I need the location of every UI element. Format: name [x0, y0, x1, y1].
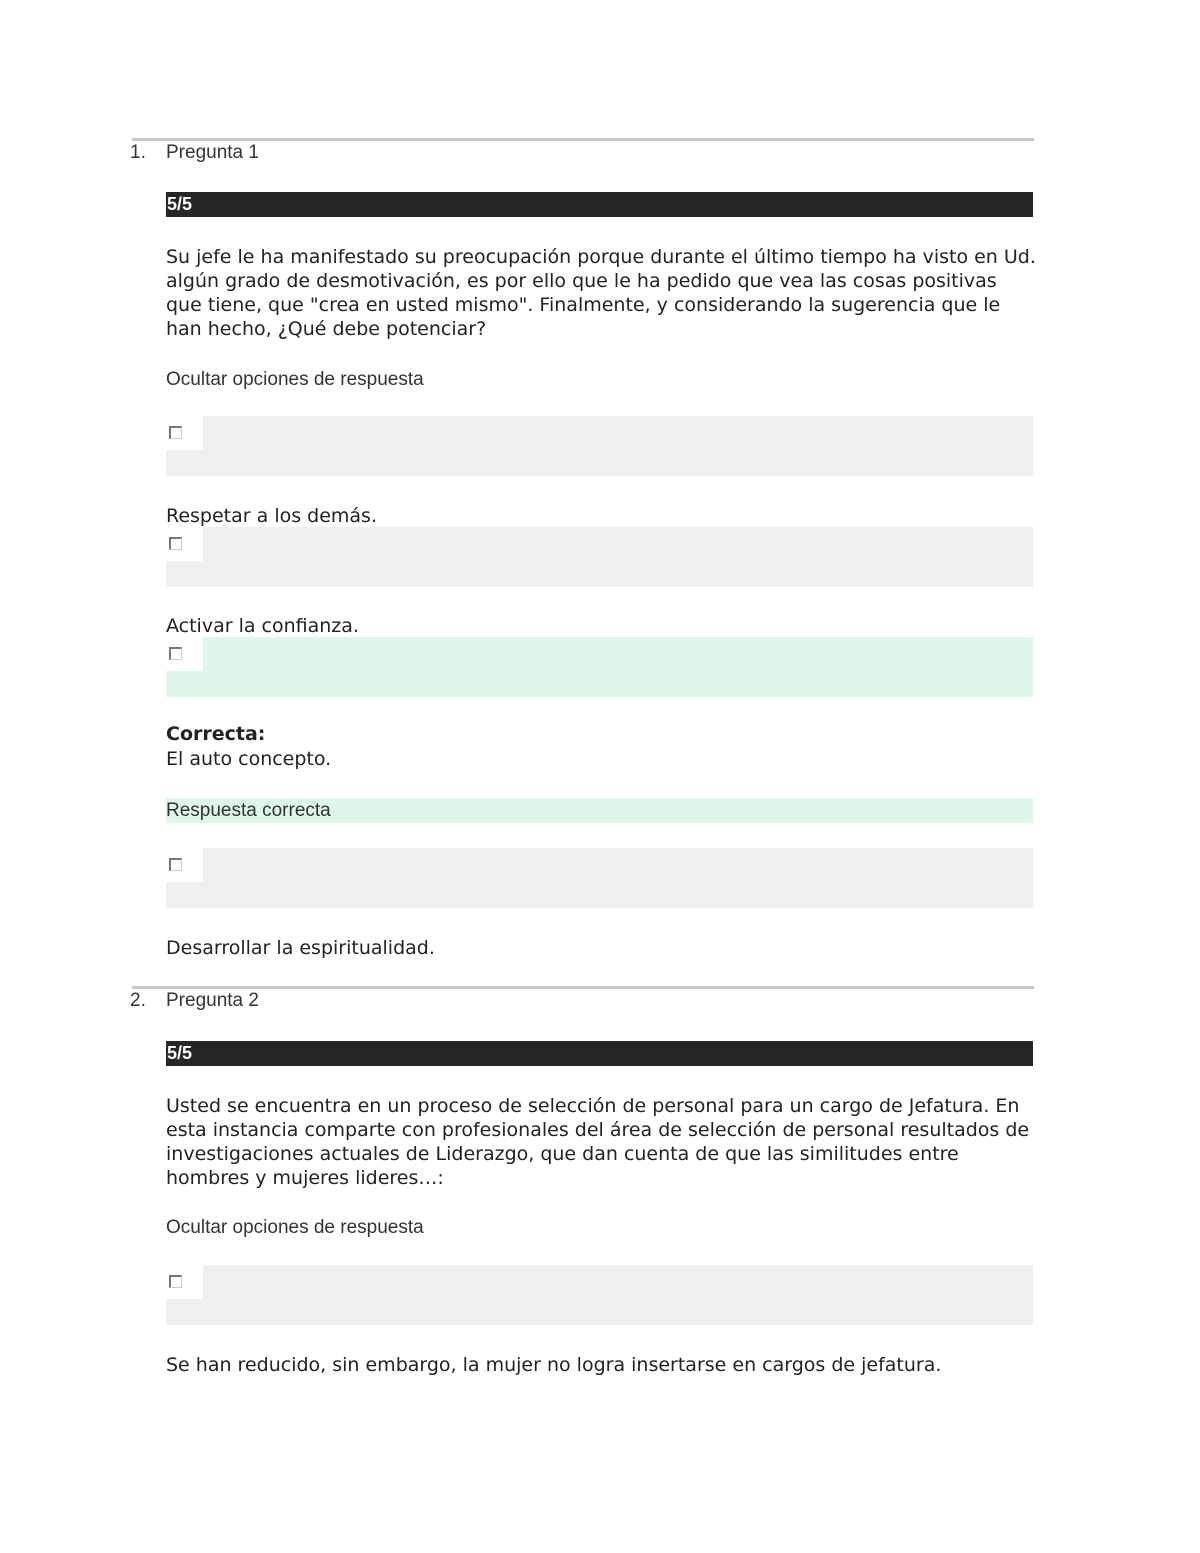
- question-text: Su jefe le ha manifestado su preocupación porque durante el último tiempo ha visto en Ud. algún grado de desmotivación, es por ello que le ha pedido que vea las cosas positivas que tiene, que "crea en usted mismo". Finalmente, y considerando la sugerencia que le han hecho, ¿Qué debe potenciar?: [166, 246, 1036, 340]
- answer-option-correct: [166, 637, 1033, 697]
- question-number: 1.: [130, 142, 146, 163]
- option-checkbox[interactable]: [169, 1275, 182, 1288]
- option-checkbox[interactable]: [169, 647, 182, 660]
- option-checkbox[interactable]: [169, 537, 182, 550]
- question-divider: [132, 986, 1034, 989]
- option-checkbox[interactable]: [169, 426, 182, 439]
- answer-option: [166, 848, 1033, 908]
- score-bar: 5/5: [166, 192, 1033, 217]
- correct-answer-status: Respuesta correcta: [166, 798, 1033, 823]
- answer-option: [166, 1265, 1033, 1325]
- answer-option: [166, 416, 1033, 476]
- correct-label: Correcta:: [166, 723, 266, 745]
- score-bar: 5/5: [166, 1041, 1033, 1066]
- hide-options-link[interactable]: Ocultar opciones de respuesta: [166, 369, 424, 390]
- option-text: El auto concepto.: [166, 748, 332, 770]
- question-text: Usted se encuentra en un proceso de selección de personal para un cargo de Jefatura. En esta instancia comparte con profesionales del área de selección de personal resultados de investigaciones actuales de Liderazgo, que dan cuenta de que las similitudes entre hombres y mujeres lideres…:: [166, 1095, 1030, 1189]
- option-text: Se han reducido, sin embargo, la mujer no logra insertarse en cargos de jefatura.: [166, 1354, 942, 1376]
- answer-option: [166, 527, 1033, 587]
- question-number: 2.: [130, 990, 146, 1011]
- option-text: Activar la confianza.: [166, 615, 359, 637]
- hide-options-link[interactable]: Ocultar opciones de respuesta: [166, 1217, 424, 1238]
- question-title: Pregunta 2: [166, 990, 259, 1011]
- option-text: Desarrollar la espiritualidad.: [166, 937, 435, 959]
- option-text: Respetar a los demás.: [166, 505, 377, 527]
- question-title: Pregunta 1: [166, 142, 259, 163]
- question-divider: [132, 138, 1034, 141]
- option-checkbox[interactable]: [169, 858, 182, 871]
